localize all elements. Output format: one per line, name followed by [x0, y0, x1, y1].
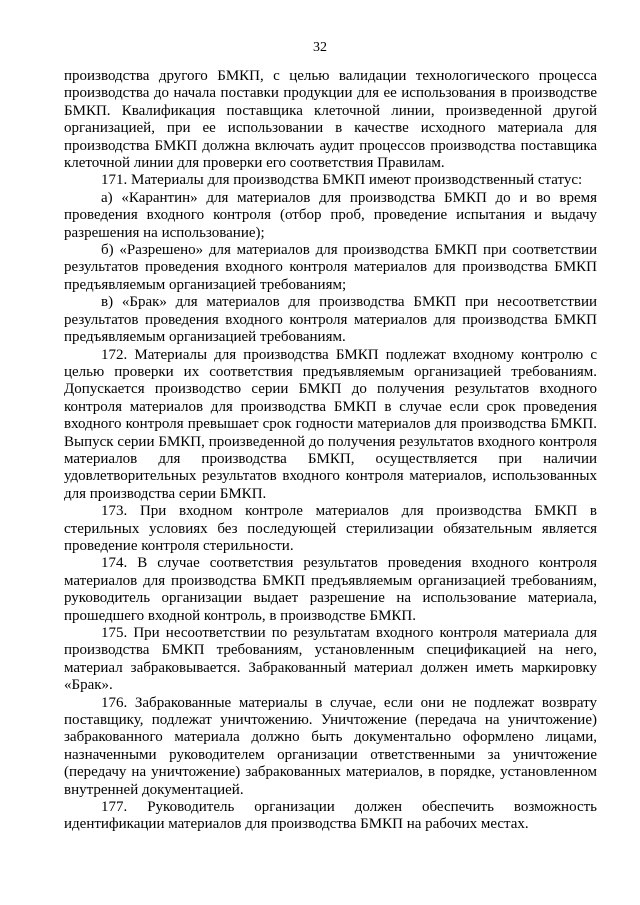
paragraph-171: 171. Материалы для производства БМКП имеют производственный статус: — [101, 172, 583, 189]
paragraph-175: 175. При несоответствии по результатам входного контроля материала для производства БМКП требованиям, установленным спецификацией на него, материал забраковывается. Забракованный материал должен иметь маркировку «Брак». — [64, 625, 597, 694]
paragraph-171-a: а) «Карантин» для материалов для производства БМКП до и во время проведения входного контроля (отбор проб, проведение испытания и выдачу разрешения на использование); — [64, 189, 597, 241]
paragraph-171-v: в) «Брак» для материалов для производства БМКП при несоответствии результатов проведения входного контроля материалов для производства БМКП предъявляемым организацией требованиям. — [64, 294, 597, 346]
paragraph-171-b: б) «Разрешено» для материалов для производства БМКП при соответствии результатов проведения входного контроля материалов для производства БМКП предъявляемым организацией требованиям; — [64, 242, 597, 293]
document-body — [64, 68, 597, 834]
paragraph-177: 177. Руководитель организации должен обеспечить возможность идентификации материалов для производства БМКП на рабочих местах. — [64, 799, 597, 833]
paragraph-continuation: производства другого БМКП, с целью валидации технологического процесса производства до начала поставки продукции для ее использования в производстве БМКП. Квалификация поставщика клеточной линии, произведенной другой организацией, при ее использовании в качестве исходного материала для производства БМКП должна включать аудит процессов производства поставщика клеточной линии для проверки его соответствия Правилам. — [64, 68, 597, 172]
paragraph-173: 173. При входном контроле материалов для производства БМКП в стерильных условиях без последующей стерилизации обязательным является проведение контроля стерильности. — [64, 503, 597, 554]
page-number: 32 — [313, 40, 327, 55]
paragraph-176: 176. Забракованные материалы в случае, если они не подлежат возврату поставщику, подлежат уничтожению. Уничтожение (передача на уничтожение) забракованного материала должно быть документально оформлено лицами, назначенными руководителем организации ответственными за уничтожение (передачу на уничтожение) забракованных материалов, в порядке, установленном внутренней документацией. — [64, 694, 597, 798]
paragraph-174: 174. В случае соответствия результатов проведения входного контроля материалов для производства БМКП предъявляемым организацией требованиям, руководитель организации выдает разрешение на использование материала, прошедшего входной контроль, в производстве БМКП. — [64, 555, 597, 624]
paragraph-172: 172. Материалы для производства БМКП подлежат входному контролю с целью проверки их соответствия предъявляемым организацией требованиям. Допускается производство серии БМКП до получения результатов входного контроля материалов для производства БМКП в случае если срок проведения входного контроля превышает срок годности материалов для производства БМКП. Выпуск серии БМКП, произведенной до получения результатов входного контроля материалов для производства БМКП, осуществляется при наличии удовлетворительных результатов входного контроля материалов, использованных для производства серии БМКП. — [64, 346, 597, 502]
